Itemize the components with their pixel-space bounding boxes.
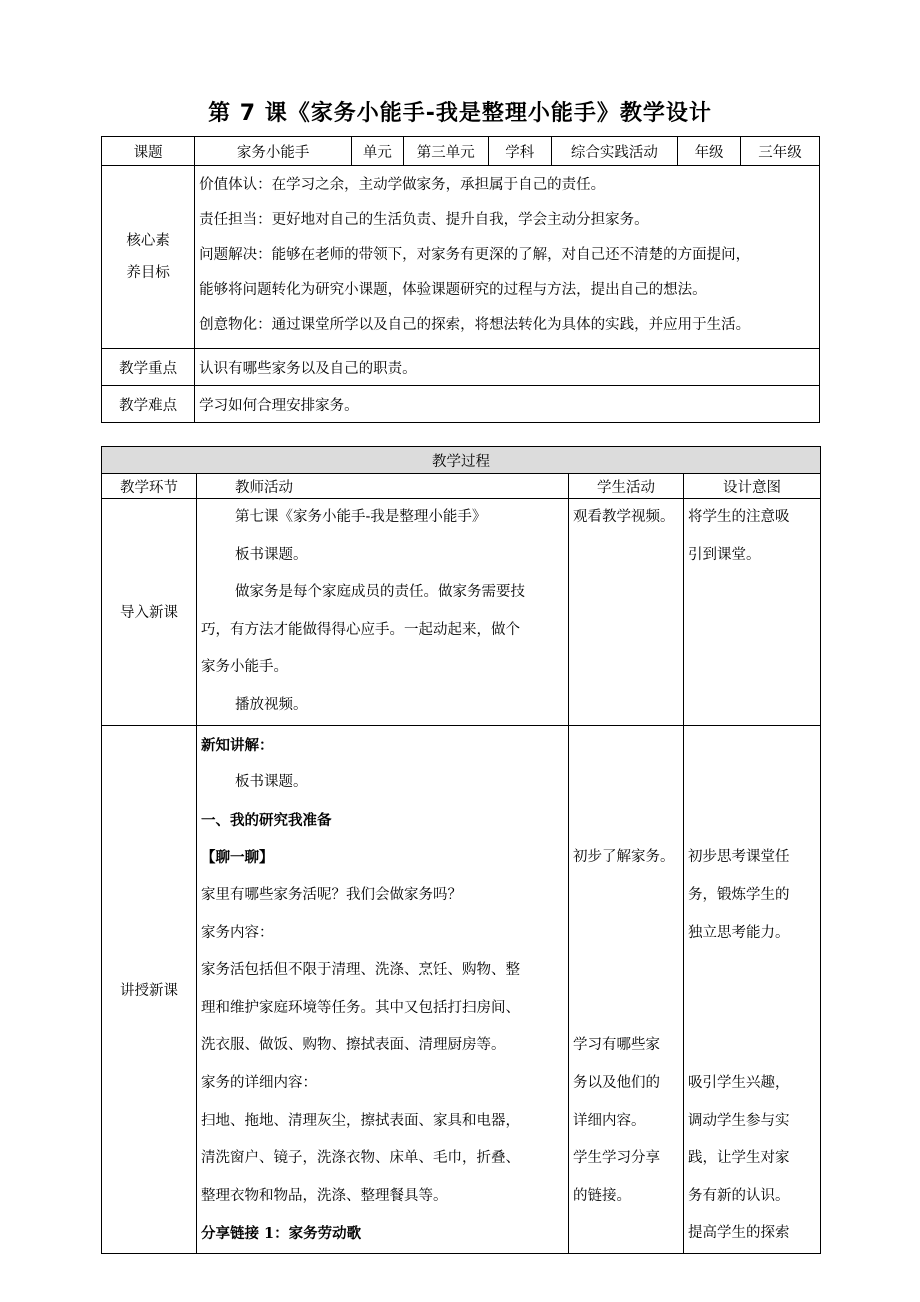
page-title: 第 7 课《家务小能手-我是整理小能手》教学设计 [208, 101, 712, 126]
subject-label: 学科 [488, 137, 551, 166]
core-goal-line: 问题解决：能够在老师的带领下，对家务有更深的了解，对自己还不清楚的方面提问， [199, 247, 751, 263]
intro-design-intent: 将学生的注意吸 引到课堂。 [684, 499, 821, 726]
process-table [101, 446, 821, 1254]
core-goal-line: 能够将问题转化为研究小课题，体验课题研究的过程与方法，提出自己的想法。 [199, 282, 707, 298]
stage-intro: 导入新课 [102, 499, 197, 726]
grade-value: 三年级 [740, 137, 819, 166]
teach-design-intent: 初步思考课堂任 务，锻炼学生的 独立思考能力。 吸引学生兴趣， 调动学生参与实 践，让学生对家 务有新的认识。 提高学生的探索 [684, 725, 821, 1253]
process-title: 教学过程 [102, 447, 821, 474]
header-teacher: 教师活动 [197, 474, 569, 499]
intro-teacher-activity: 第七课《家务小能手-我是整理小能手》 板书课题。 做家务是每个家庭成员的责任。做家务需要技 巧，有方法才能做得得心应手。一起动起来，做个 家务小能手。 播放视频。 [197, 499, 569, 726]
teach-teacher-activity: 新知讲解： 板书课题。 一、我的研究我准备 【聊一聊】 家里有哪些家务活呢？我们会做家务吗？ 家务内容： 家务活包括但不限于清理、洗涤、烹饪、购物、整 理和维护家庭环境等任务。其中又包括打扫房间、 洗衣服、做饭、购物、擦拭表面、清理厨房等。 家务的详细内容： 扫地、拖地、清理灰尘，擦拭表面、家具和电器， 清洗窗户、镜子，洗涤衣物、床单、毛巾，折叠、 整理衣物和物品，洗涤、整理餐具等。 分享链接 1：家务劳动歌 [197, 725, 569, 1253]
header-student: 学生活动 [569, 474, 684, 499]
intro-student-activity: 观看教学视频。 [569, 499, 684, 726]
core-goal-line: 创意物化：通过课堂所学以及自己的探索，将想法转化为具体的实践，并应用于生活。 [199, 317, 751, 333]
difficulty-value: 学习如何合理安排家务。 [195, 386, 820, 423]
lesson-value: 家务小能手 [195, 137, 352, 166]
core-goal-content [195, 166, 820, 349]
unit-value: 第三单元 [403, 137, 488, 166]
stage-teach: 讲授新课 [102, 725, 197, 1253]
lesson-label: 课题 [102, 137, 195, 166]
key-point-label: 教学重点 [102, 349, 195, 386]
core-goal-line: 责任担当：更好地对自己的生活负责、提升自我，学会主动分担家务。 [199, 212, 649, 228]
subject-value: 综合实践活动 [551, 137, 678, 166]
core-goal-line: 价值体认：在学习之余，主动学做家务，承担属于自己的责任。 [199, 177, 606, 193]
difficulty-label: 教学难点 [102, 386, 195, 423]
header-intent: 设计意图 [684, 474, 821, 499]
info-table [101, 136, 820, 423]
core-goal-label: 核心素 养目标 [102, 166, 195, 349]
header-stage: 教学环节 [102, 474, 197, 499]
teach-student-activity: 初步了解家务。 学习有哪些家 务以及他们的 详细内容。 学生学习分享 的链接。 [569, 725, 684, 1253]
key-point-value: 认识有哪些家务以及自己的职责。 [195, 349, 820, 386]
unit-label: 单元 [352, 137, 404, 166]
grade-label: 年级 [678, 137, 741, 166]
